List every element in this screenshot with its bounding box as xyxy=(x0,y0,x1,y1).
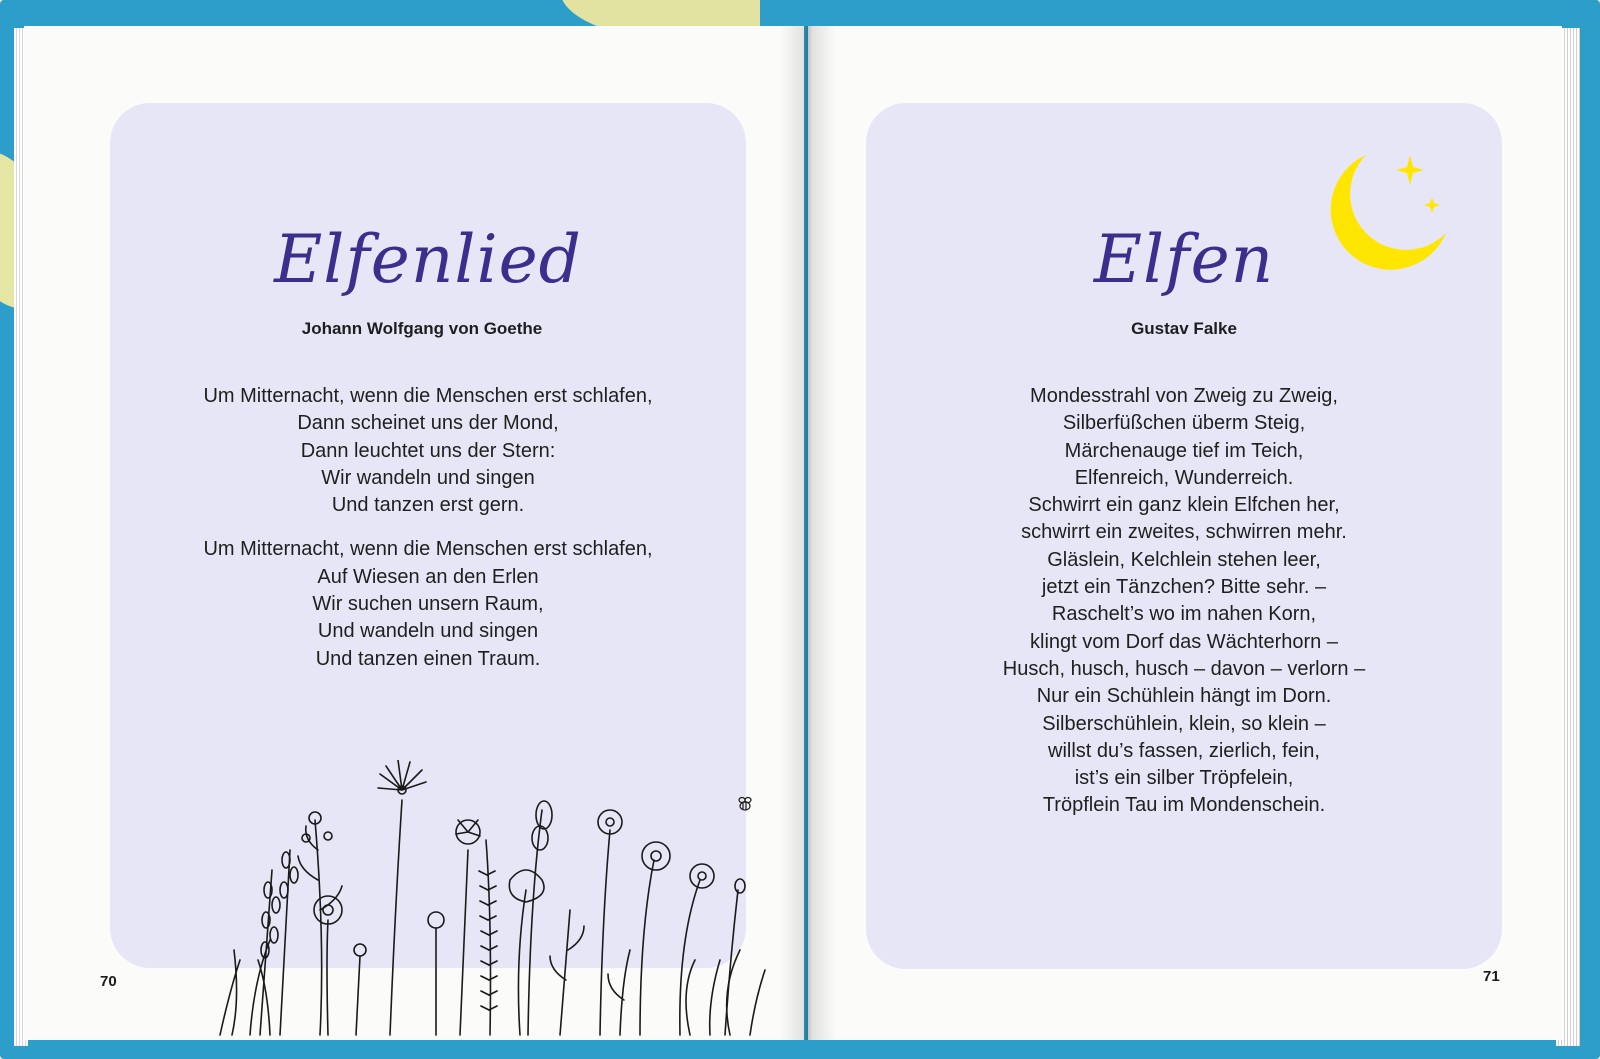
poem-line: klingt vom Dorf das Wächterhorn – xyxy=(1030,630,1338,653)
poem-line: Raschelt’s wo im nahen Korn, xyxy=(1051,603,1317,626)
wildflowers-illustration xyxy=(210,760,770,1040)
poem-line: Tröpflein Tau im Mondenschein. xyxy=(1042,794,1326,817)
poem-text xyxy=(110,383,746,690)
poem-line: schwirrt ein zweites, schwirren mehr. xyxy=(1021,521,1347,544)
poem-line: Auf Wiesen an den Erlen xyxy=(317,565,539,588)
stanza xyxy=(110,536,746,672)
poem-line: Und tanzen erst gern. xyxy=(331,494,525,517)
poem-line: Elfenreich, Wunderreich. xyxy=(1074,466,1294,489)
bee-icon xyxy=(733,792,757,816)
poem-line: Wir suchen unsern Raum, xyxy=(312,593,544,616)
poem-line: Märchenauge tief im Teich, xyxy=(1064,439,1304,462)
crescent-moon-icon xyxy=(1326,145,1456,275)
poem-author: Johann Wolfgang von Goethe xyxy=(301,319,543,338)
poem-line: Wir wandeln und singen xyxy=(321,466,535,489)
poem-line: jetzt ein Tänzchen? Bitte sehr. – xyxy=(1041,576,1327,599)
poem-line: Nur ein Schühlein hängt im Dorn. xyxy=(1036,685,1332,708)
poem-line: Um Mitternacht, wenn die Menschen erst schlafen, xyxy=(203,385,653,407)
poem-line: ist’s ein silber Tröpfelein, xyxy=(1074,767,1294,790)
page-number-right: 71 xyxy=(1483,968,1500,985)
poem-line: Und wandeln und singen xyxy=(317,620,539,643)
poem-line: Silberschühlein, klein, so klein – xyxy=(1042,712,1326,735)
poem-title: Elfenlied xyxy=(274,221,582,298)
poem-line: Um Mitternacht, wenn die Menschen erst schlafen, xyxy=(203,538,653,561)
poem-line: Dann scheinet uns der Mond, xyxy=(297,412,559,435)
poem-author: Gustav Falke xyxy=(1131,319,1237,338)
poem-line: Husch, husch, husch – davon – verlorn – xyxy=(1002,657,1366,680)
poem-line: Dann leuchtet uns der Stern: xyxy=(300,439,556,462)
poem-text xyxy=(866,383,1502,820)
poem-title: Elfen xyxy=(1093,221,1275,298)
poem-line: willst du’s fassen, zierlich, fein, xyxy=(1048,739,1320,762)
poem-line: Gläslein, Kelchlein stehen leer, xyxy=(1047,548,1321,571)
poem-line: Silberfüßchen überm Steig, xyxy=(1062,412,1306,435)
page-number-left: 70 xyxy=(100,973,117,990)
poem-line: Mondesstrahl von Zweig zu Zweig, xyxy=(1030,385,1338,407)
poem-line: Und tanzen einen Traum. xyxy=(315,647,541,670)
poem-line: Schwirrt ein ganz klein Elfchen her, xyxy=(1028,494,1340,517)
stanza xyxy=(110,383,746,519)
